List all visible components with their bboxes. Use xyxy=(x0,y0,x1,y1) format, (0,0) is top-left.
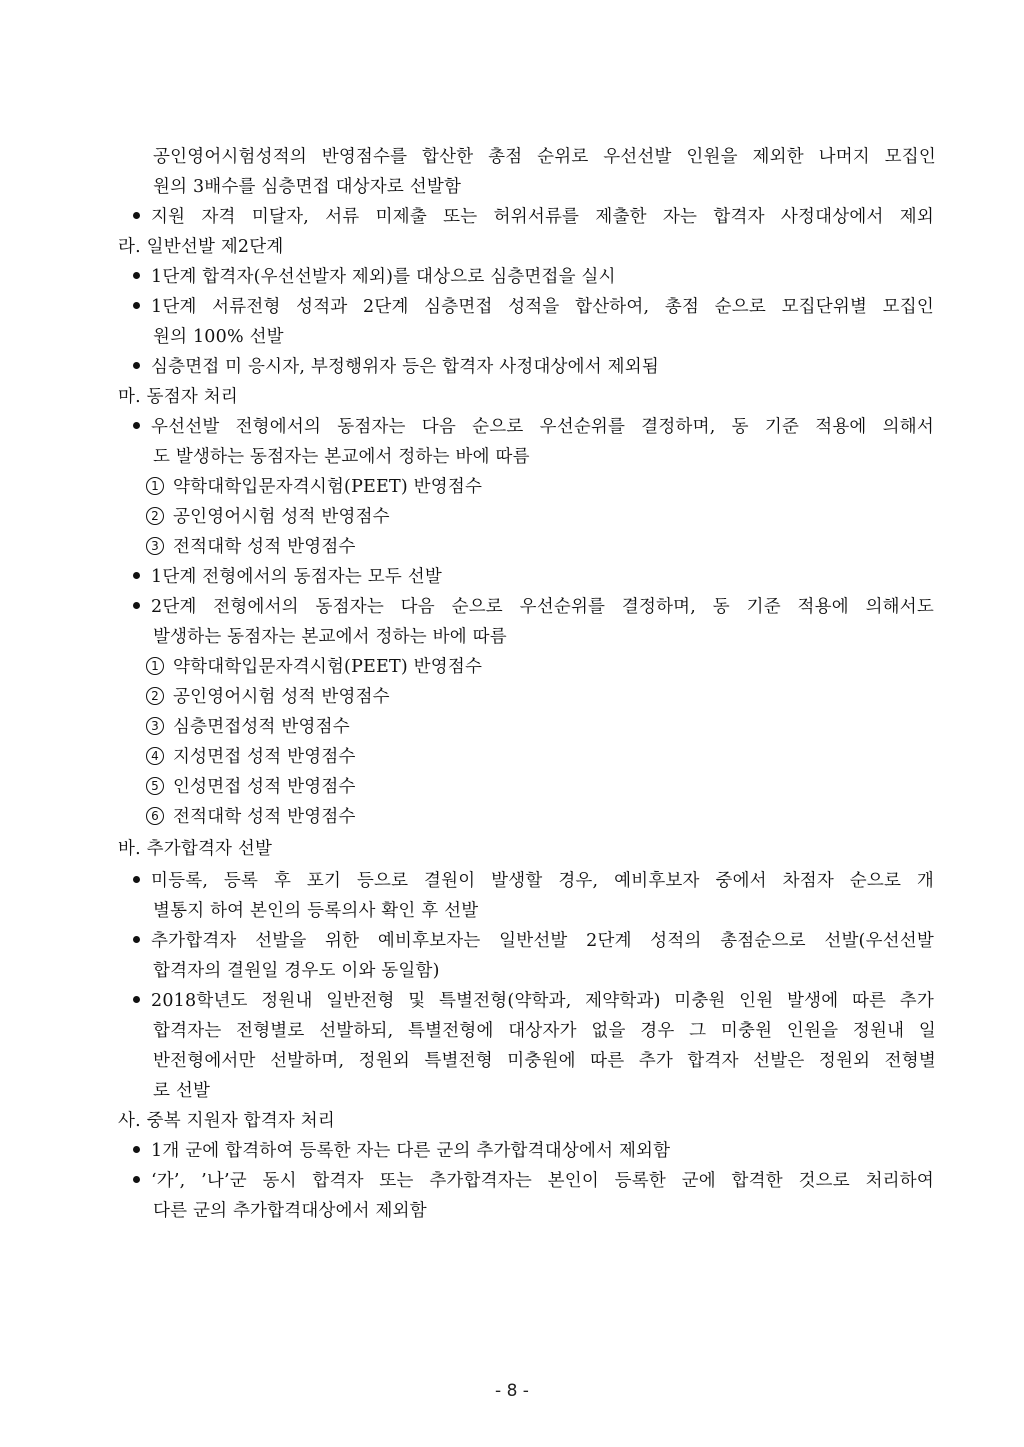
text-line: 반전형에서만 선발하며, 정원외 특별전형 미충원에 따른 추가 합격자 선발은 정원외 전형별 xyxy=(153,1051,936,1071)
bullet-dot-icon xyxy=(133,422,140,429)
circled-number: 6 xyxy=(146,807,164,825)
numbered-item: 2 공인영어시험 성적 반영점수 xyxy=(0,502,1024,532)
circled-number: 2 xyxy=(146,507,164,525)
numbered-item: 1 약학대학입문자격시험(PEET) 반영점수 xyxy=(0,652,1024,682)
bullet-item: 추가합격자 선발을 위한 예비후보자는 일반선발 2단계 성적의 총점순으로 선발(우선선발 xyxy=(0,926,1024,956)
circled-number: 2 xyxy=(146,687,164,705)
bullet-item: ‘가’, ’나’군 동시 합격자 또는 추가합격자는 본인이 등록한 군에 합격한 것으로 처리하여 xyxy=(0,1166,1024,1196)
text-line: 공인영어시험성적의 반영점수를 합산한 총점 순위로 우선선발 인원을 제외한 나머지 모집인 xyxy=(153,147,936,167)
circled-number: 3 xyxy=(146,717,164,735)
bullet-dot-icon xyxy=(133,602,140,609)
numbered-item: 6 전적대학 성적 반영점수 xyxy=(0,802,1024,832)
bullet-dot-icon xyxy=(133,1176,140,1183)
bullet-item: 2단계 전형에서의 동점자는 다음 순으로 우선순위를 결정하며, 동 기준 적용에 의해서도 xyxy=(0,592,1024,622)
numbered-item: 1 약학대학입문자격시험(PEET) 반영점수 xyxy=(0,472,1024,502)
circled-number: 4 xyxy=(146,747,164,765)
bullet-item: 1단계 전형에서의 동점자는 모두 선발 xyxy=(0,562,1024,592)
numbered-item: 5 인성면접 성적 반영점수 xyxy=(0,772,1024,802)
text-line: 원의 3배수를 심층면접 대상자로 선발함 xyxy=(153,177,462,197)
bullet-dot-icon xyxy=(133,362,140,369)
text-line: 원의 100% 선발 xyxy=(153,327,284,347)
bullet-dot-icon xyxy=(133,1146,140,1153)
bullet-item: 1단계 서류전형 성적과 2단계 심층면접 성적을 합산하여, 총점 순으로 모집단위별 모집인 xyxy=(0,292,1024,322)
bullet-dot-icon xyxy=(133,936,140,943)
bullet-dot-icon xyxy=(133,996,140,1003)
text-line: 합격자의 결원일 경우도 이와 동일함) xyxy=(153,961,440,981)
bullet-dot-icon xyxy=(133,212,140,219)
bullet-item: 지원 자격 미달자, 서류 미제출 또는 허위서류를 제출한 자는 합격자 사정대상에서 제외 xyxy=(0,202,1024,232)
bullet-dot-icon xyxy=(133,876,140,883)
section-heading-ma: 마. 동점자 처리 xyxy=(118,387,238,407)
bullet-item: 1개 군에 합격하여 등록한 자는 다른 군의 추가합격대상에서 제외함 xyxy=(0,1136,1024,1166)
section-heading-ra: 라. 일반선발 제2단계 xyxy=(118,237,284,257)
numbered-item: 2 공인영어시험 성적 반영점수 xyxy=(0,682,1024,712)
bullet-item: 1단계 합격자(우선선발자 제외)를 대상으로 심층면접을 실시 xyxy=(0,262,1024,292)
text-line: 별통지 하여 본인의 등록의사 확인 후 선발 xyxy=(153,901,479,921)
numbered-item: 4 지성면접 성적 반영점수 xyxy=(0,742,1024,772)
circled-number: 5 xyxy=(146,777,164,795)
bullet-item: 우선선발 전형에서의 동점자는 다음 순으로 우선순위를 결정하며, 동 기준 적용에 의해서 xyxy=(0,412,1024,442)
bullet-item: 미등록, 등록 후 포기 등으로 결원이 발생할 경우, 예비후보자 중에서 차점자 순으로 개 xyxy=(0,866,1024,896)
bullet-dot-icon xyxy=(133,572,140,579)
text-line: 다른 군의 추가합격대상에서 제외함 xyxy=(153,1201,427,1221)
bullet-dot-icon xyxy=(133,272,140,279)
bullet-item: 심층면접 미 응시자, 부정행위자 등은 합격자 사정대상에서 제외됨 xyxy=(0,352,1024,382)
bullet-dot-icon xyxy=(133,302,140,309)
text-line: 로 선발 xyxy=(153,1081,211,1101)
circled-number: 1 xyxy=(146,657,164,675)
circled-number: 3 xyxy=(146,537,164,555)
page-number: - 8 - xyxy=(495,1381,529,1401)
text-line: 합격자는 전형별로 선발하되, 특별전형에 대상자가 없을 경우 그 미충원 인원을 정원내 일 xyxy=(153,1021,936,1041)
section-heading-ba: 바. 추가합격자 선발 xyxy=(118,839,273,859)
numbered-item: 3 전적대학 성적 반영점수 xyxy=(0,532,1024,562)
circled-number: 1 xyxy=(146,477,164,495)
bullet-item: 2018학년도 정원내 일반전형 및 특별전형(약학과, 제약학과) 미충원 인원 발생에 따른 추가 xyxy=(0,986,1024,1016)
text-line: 발생하는 동점자는 본교에서 정하는 바에 따름 xyxy=(153,627,507,647)
section-heading-sa: 사. 중복 지원자 합격자 처리 xyxy=(118,1111,335,1131)
text-line: 도 발생하는 동점자는 본교에서 정하는 바에 따름 xyxy=(153,447,530,467)
numbered-item: 3 심층면접성적 반영점수 xyxy=(0,712,1024,742)
